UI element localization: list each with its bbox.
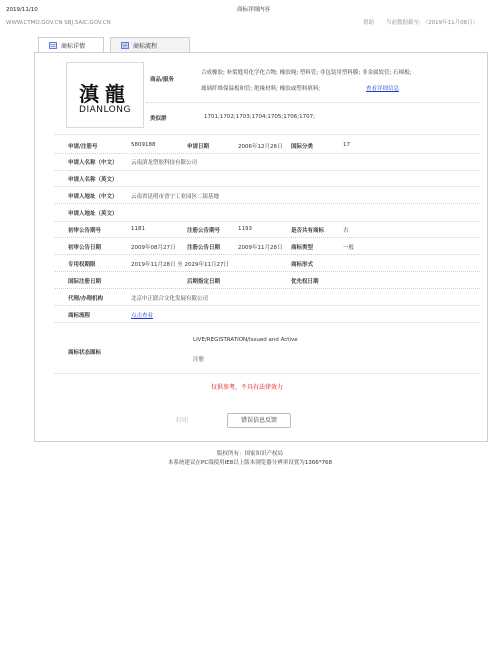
tab-label: 商标流程 [133, 43, 158, 50]
error-feedback-button[interactable]: 错误信息反馈 [227, 413, 291, 428]
address-en-label: 申请人地址（英文） [68, 211, 118, 217]
separator [55, 373, 480, 374]
prelim-date-value: 2009年08月27日 [131, 245, 176, 251]
separator [55, 153, 480, 154]
goods-label: 商品/服务 [150, 77, 175, 83]
app-date-value: 2006年12月26日 [238, 144, 283, 150]
status-english: LIVE/REGISTRATION/Issued and Active [193, 337, 298, 343]
footer-copyright: 版权所有：国家知识产权局 [216, 451, 283, 457]
data-cutoff: 当前数据截至: （2019年11月08日） [386, 20, 479, 26]
logo-english-text: DIANLONG [79, 105, 131, 115]
print-button[interactable]: 打印 [176, 417, 189, 424]
logo-chinese-text: 滇龍 [79, 82, 131, 106]
page-title: 商标详细内容 [237, 7, 271, 13]
prelim-no-label: 初审公告期号 [68, 228, 102, 234]
reg-date-value: 2009年11月28日 [238, 245, 283, 251]
document-icon [49, 42, 57, 49]
trademark-image [66, 62, 144, 128]
later-designation-label: 后期指定日期 [187, 279, 221, 285]
exclusive-term-label: 专用权期限 [68, 262, 96, 268]
goods-line-2: 玻璃纤维保温板和管; 绝缘材料; 橡胶或塑料填料; [201, 86, 321, 92]
separator [55, 134, 480, 135]
exclusive-term-value: 2019年11月28日 至 2029年11月27日 [131, 262, 229, 268]
applicant-cn-value: 云南滇龙塑胶科技有限公司 [131, 160, 198, 166]
tab-label: 商标详情 [61, 43, 86, 50]
status-icon-label: 商标状态图标 [68, 350, 102, 356]
shared-label: 是否共有商标 [291, 228, 325, 234]
prelim-no-value: 1181 [131, 226, 145, 232]
separator [55, 221, 480, 222]
reg-pub-no-value: 1193 [238, 226, 252, 232]
address-cn-value: 云南省昆明市晋宁工业园区二街基地 [131, 194, 220, 200]
separator [55, 237, 480, 238]
prelim-date-label: 初审公告日期 [68, 245, 102, 251]
disclaimer: 仅供参考，不具有法律效力 [211, 384, 284, 391]
mark-form-label: 商标形式 [291, 262, 314, 268]
goods-detail-link[interactable]: 查看详细信息 [366, 86, 400, 92]
separator [55, 322, 480, 323]
intl-reg-date-label: 国际注册日期 [68, 279, 102, 285]
separator [55, 288, 480, 289]
tab-trademark-process[interactable] [110, 37, 190, 52]
header-date: 2019/11/10 [6, 7, 38, 13]
footer-browser-note: 本系统建议在PC端使用IE8以上版本浏览器分辨率设置为1366*768 [168, 460, 332, 466]
intl-class-value: 17 [343, 142, 350, 148]
list-icon [121, 42, 129, 49]
mark-type-value: 一般 [343, 245, 355, 251]
reg-pub-no-label: 注册公告期号 [187, 228, 221, 234]
agent-value: 北京中正联合文化发展有限公司 [131, 296, 209, 302]
address-cn-label: 申请人地址（中文） [68, 194, 118, 200]
status-chinese: 注册 [193, 357, 205, 363]
separator [55, 203, 480, 204]
help-link[interactable]: 帮助 [363, 20, 375, 26]
mark-type-label: 商标类型 [291, 245, 314, 251]
goods-line-1: 合成橡胶; 补裂缝用化学化合物; 橡胶绳; 塑料管; 非包装用塑料膜; 非金属软管; 石棉板; [201, 70, 412, 76]
separator [55, 271, 480, 272]
separator [55, 305, 480, 306]
similar-group-value: 1701;1702;1703;1704;1705;1706;1707; [204, 114, 315, 120]
process-label: 商标流程 [68, 313, 91, 319]
similar-group-label: 类似群 [150, 116, 167, 122]
app-date-label: 申请日期 [187, 144, 210, 150]
separator [146, 102, 480, 103]
reg-no-label: 申请/注册号 [68, 144, 98, 150]
tab-trademark-details[interactable] [38, 37, 104, 53]
applicant-en-label: 申请人名称（英文） [68, 177, 118, 183]
agent-label: 代理/办理机构 [68, 296, 104, 302]
reg-no-value: 5809188 [131, 142, 156, 148]
separator [55, 170, 480, 171]
separator [55, 254, 480, 255]
priority-date-label: 优先权日期 [291, 279, 319, 285]
process-view-link[interactable]: 点击查看 [131, 313, 154, 319]
site-url: WWW.CTMO.GOV.CN SBJ.SAIC.GOV.CN [6, 20, 111, 26]
intl-class-label: 国际分类 [291, 144, 314, 150]
shared-value: 否 [343, 228, 349, 234]
applicant-cn-label: 申请人名称（中文） [68, 160, 118, 166]
separator [55, 186, 480, 187]
reg-date-label: 注册公告日期 [187, 245, 221, 251]
